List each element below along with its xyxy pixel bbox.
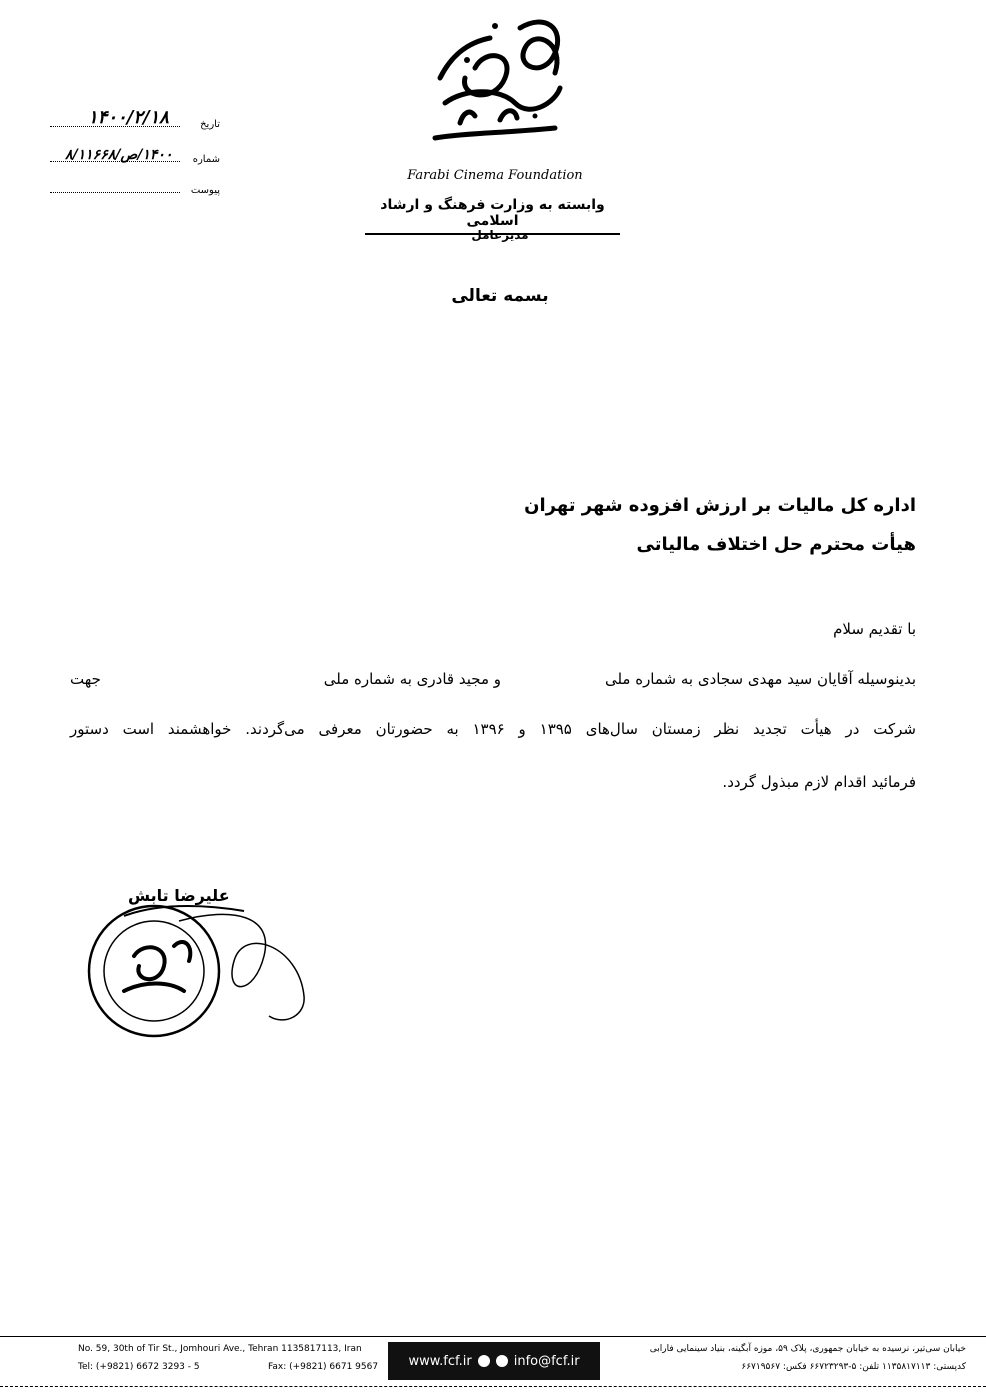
footer-contact-box (388, 1342, 600, 1380)
footer-address-fa: خیابان سی‌تیر، نرسیده به خیابان جمهوری، پلاک ۵۹، موزه آبگینه، بنیاد سینمایی فارابی (649, 1344, 966, 1354)
ministry-affiliation: وابسته به وزارت فرهنگ و ارشاد اسلامی (365, 197, 620, 235)
mail-icon (496, 1355, 508, 1367)
footer-tel-en: Tel: (+9821) 6672 3293 - 5 (78, 1362, 200, 1372)
attachment-label: پیوست (190, 185, 220, 196)
attachment-field (10, 176, 220, 196)
official-seal (84, 886, 314, 1046)
body-line1-part1: بدینوسیله آقایان سید مهدی سجادی به شماره ملی (604, 670, 916, 688)
bottom-rule (0, 1386, 986, 1387)
number-value: ۱۴۰۰/ص/۸/۱۱۶۶۸ (65, 147, 173, 163)
greeting: با تقدیم سلام (833, 620, 916, 638)
body-line1-part3: جهت (70, 670, 101, 688)
footer-contact-fa: کدپستی: ۱۱۳۵۸۱۷۱۱۳ تلفن: ۵-۶۶۷۲۳۲۹۳ فکس: ۶۶۷۱۹۵۶۷ (741, 1362, 966, 1372)
body-line1-part2: و مجید قادری به شماره ملی (323, 670, 501, 688)
footer-website[interactable]: www.fcf.ir (408, 1353, 472, 1369)
footer-fax-en: Fax: (+9821) 6671 9567 (268, 1362, 379, 1372)
logo-latin-name: Farabi Cinema Foundation (407, 168, 583, 183)
date-value: ۱۴۰۰/۲/۱۸ (88, 107, 169, 128)
farabi-logo (405, 8, 585, 168)
body-line3: فرمائید اقدام لازم مبذول گردد. (722, 773, 916, 791)
number-field (10, 145, 220, 165)
footer-divider (0, 1336, 986, 1337)
date-field (10, 107, 220, 130)
recipient-office: اداره کل مالیات بر ارزش افزوده شهر تهران (524, 495, 916, 516)
ceo-label: مدیرعامل (471, 228, 529, 242)
signer-name: علیرضا تابش (128, 886, 230, 905)
date-label: تاریخ (200, 119, 220, 130)
number-label: شماره (192, 154, 220, 165)
recipient-board: هیأت محترم حل اختلاف مالیاتی (636, 534, 916, 555)
footer-address-en: No. 59, 30th of Tir St., Jomhouri Ave., Tehran 1135817113, Iran (78, 1344, 362, 1354)
body-line2: شرکت در هیأت تجدید نظر زمستان سال‌های ۱۳۹۵ و ۱۳۹۶ به حضورتان معرفی می‌گردند. خواهشمند است دستور (70, 720, 916, 738)
footer-email[interactable]: info@fcf.ir (513, 1353, 580, 1369)
letter-heading: بسمه تعالی (451, 286, 549, 306)
attachment-dots (50, 192, 180, 193)
web-icon (478, 1355, 490, 1367)
